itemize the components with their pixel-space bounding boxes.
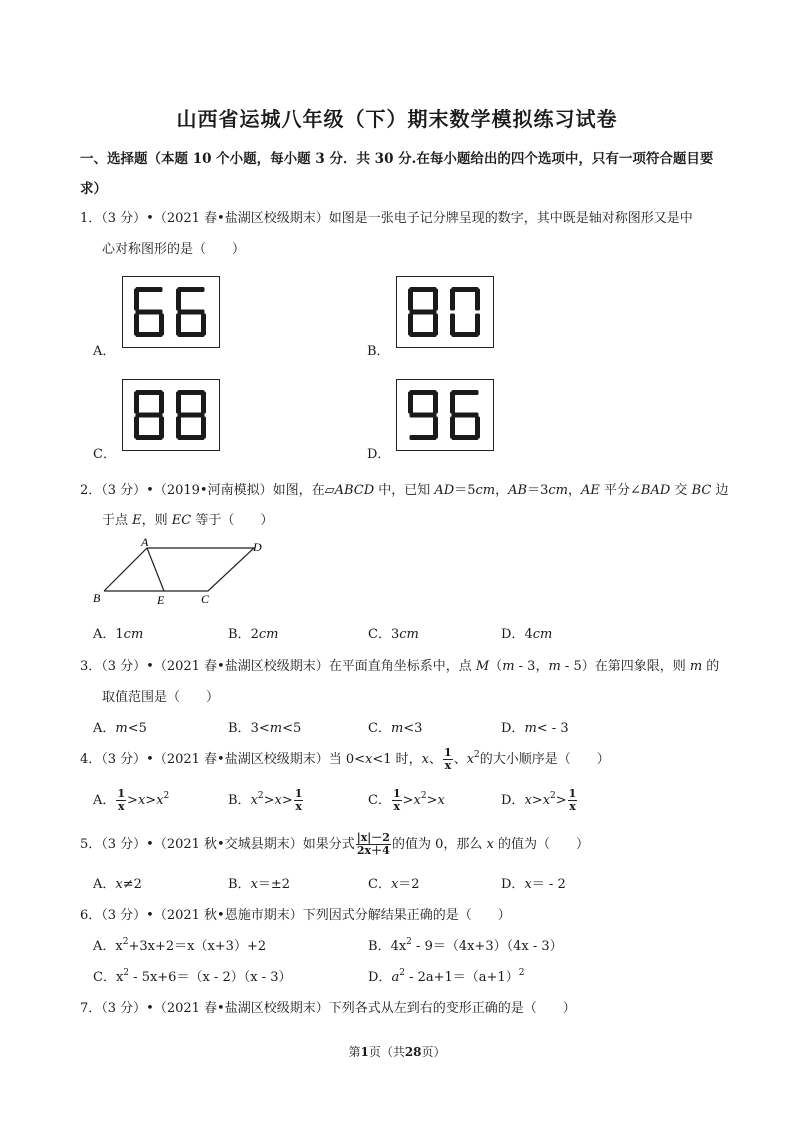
q1-option-b-scoreboard — [396, 276, 494, 348]
scoreboard-digit-0-2 — [450, 287, 480, 337]
segment-g — [178, 310, 205, 315]
q6-stem: 6．（3 分）•（2021 秋•恩施市期末）下列因式分解结果正确的是（ ） — [80, 908, 511, 923]
q1-option-a-digits — [123, 277, 218, 346]
q4-stem-fraction: $\frac{1}{x}$ — [444, 746, 452, 772]
segment-a — [410, 390, 437, 395]
q1-option-d-label[interactable]: D． — [367, 447, 391, 462]
segment-f — [450, 392, 455, 414]
q1-option-c-scoreboard — [122, 379, 220, 451]
segment-e — [176, 417, 181, 439]
segment-d — [410, 332, 437, 337]
segment-d — [452, 332, 479, 337]
q2-label-c: C — [201, 592, 210, 606]
scoreboard-digit-6-1 — [134, 287, 164, 337]
exam-title: 山西省运城八年级（下）期末数学模拟练习试卷 — [176, 107, 618, 131]
segment-d — [410, 435, 437, 440]
segment-f — [176, 289, 181, 311]
q4-option-b[interactable]: B．$x^2>x>$ $\frac{1}{x}$ — [228, 787, 303, 813]
segment-g — [410, 413, 437, 418]
segment-f — [176, 392, 181, 414]
scoreboard-digit-8-2 — [176, 390, 206, 440]
segment-e — [134, 417, 139, 439]
segment-e — [450, 417, 455, 439]
q6-option-c[interactable]: C．$x^2 - 5x+6=(x - 2)(x - 3)$ — [93, 968, 292, 985]
q1-option-a-label[interactable]: A． — [93, 344, 116, 359]
segment-b — [433, 289, 438, 311]
q5-option-a[interactable]: A．x≠2 — [93, 877, 142, 892]
q1-option-b-digits — [397, 277, 492, 346]
q2-option-b[interactable]: B．2cm — [228, 627, 279, 642]
segment-d — [452, 435, 479, 440]
segment-d — [136, 332, 163, 337]
segment-f — [134, 289, 139, 311]
segment-g — [410, 310, 437, 315]
q4-option-d[interactable]: D．$x>x^2>$ $\frac{1}{x}$ — [501, 787, 577, 813]
q6-option-d[interactable]: D．$a^2 - 2a+1=(a+1)^2$ — [368, 968, 525, 985]
segment-a — [178, 390, 205, 395]
q4-option-c[interactable]: C． $\frac{1}{x}$ $>x^2>x$ — [368, 787, 445, 813]
q1-stem-line1: 1．（3 分）•（2021 春•盐湖区校级期末）如图是一张电子记分牌呈现的数字，其中既是轴对称图形又是中 — [80, 211, 693, 226]
q5-fraction: $\frac{|x|-2}{2x+4}$ — [356, 831, 390, 857]
q2-label-d: D — [253, 540, 262, 554]
q2-stem-line2: 于点 E，则 EC 等于（ ） — [102, 513, 274, 528]
q5-option-c[interactable]: C．x＝2 — [368, 877, 420, 892]
q3-option-b[interactable]: B．3<m<5 — [228, 721, 302, 736]
q2-segment-ae — [147, 548, 164, 591]
q5-stem: 5．（3 分）•（2021 秋•交城县期末）如果分式 $\frac{|x|-2}{2x+4}$ 的值为 0，那么 x 的值为（ ） — [80, 831, 589, 857]
q1-option-a-scoreboard — [122, 276, 220, 348]
segment-b — [159, 392, 164, 414]
q3-stem-line2: 取值范围是（ ） — [102, 690, 220, 705]
segment-a — [136, 390, 163, 395]
segment-d — [136, 435, 163, 440]
segment-a — [136, 287, 163, 292]
q1-option-d-scoreboard — [396, 379, 494, 451]
segment-e — [176, 314, 181, 336]
segment-e — [134, 314, 139, 336]
q4-stem: 4．（3 分）•（2021 春•盐湖区校级期末）当 0<x<1 时，x、 $\frac{1}{x}$ 、$x^2$的大小顺序是（ ） — [80, 746, 610, 772]
q2-option-d[interactable]: D．4cm — [501, 627, 553, 642]
q4-option-a[interactable]: A． $\frac{1}{x}$ $>x>x^2$ — [93, 787, 170, 813]
q1-option-b-label[interactable]: B． — [367, 344, 390, 359]
segment-e — [450, 314, 455, 336]
segment-b — [201, 392, 206, 414]
q3-option-a[interactable]: A．m<5 — [93, 721, 147, 736]
q1-option-c-digits — [123, 380, 218, 449]
q2-option-c[interactable]: C．3cm — [368, 627, 419, 642]
segment-f — [134, 392, 139, 414]
q3-stem-line1: 3．（3 分）•（2021 春•盐湖区校级期末）在平面直角坐标系中，点 M（m - 3，m - 5）在第四象限，则 m 的 — [80, 659, 720, 674]
q6-option-b[interactable]: B．$4x^2 - 9=(4x+3)(4x - 3)$ — [368, 937, 563, 954]
q3-option-d[interactable]: D．m< - 3 — [501, 721, 569, 736]
segment-d — [178, 435, 205, 440]
q2-parallelogram-figure — [86, 532, 276, 610]
scoreboard-digit-6-2 — [450, 390, 480, 440]
page-footer: 第1页（共28页） — [348, 1045, 446, 1059]
q2-label-b: B — [93, 591, 101, 605]
q2-label-e: E — [157, 593, 165, 607]
segment-g — [136, 310, 163, 315]
q1-option-d-digits — [397, 380, 492, 449]
q2-label-a: A — [141, 535, 149, 549]
segment-b — [475, 289, 480, 311]
q6-option-a[interactable]: A．$x^2+3x+2=x(x+3)+2$ — [93, 937, 267, 954]
segment-a — [452, 287, 479, 292]
q5-option-b[interactable]: B．x＝±2 — [228, 877, 291, 892]
segment-f — [408, 289, 413, 311]
segment-f — [450, 289, 455, 311]
scoreboard-digit-9-1 — [408, 390, 438, 440]
segment-f — [408, 392, 413, 414]
segment-a — [178, 287, 205, 292]
scoreboard-digit-6-2 — [176, 287, 206, 337]
q3-option-c[interactable]: C．m<3 — [368, 721, 423, 736]
segment-g — [136, 413, 163, 418]
q2-parallelogram-abcd — [104, 548, 254, 591]
segment-b — [433, 392, 438, 414]
section-heading-line2: 求） — [80, 181, 107, 197]
scoreboard-digit-8-1 — [408, 287, 438, 337]
q2-stem-line1: 2．（3 分）•（2019•河南模拟）如图，在▱ABCD 中，已知 AD＝5cm，AB＝3cm，AE 平分∠BAD 交 BC 边 — [80, 483, 729, 498]
q5-option-d[interactable]: D．x＝ - 2 — [501, 877, 566, 892]
segment-g — [178, 413, 205, 418]
scoreboard-digit-8-1 — [134, 390, 164, 440]
q1-option-c-label[interactable]: C． — [93, 447, 116, 462]
q2-option-a[interactable]: A．1cm — [93, 627, 144, 642]
segment-a — [452, 390, 479, 395]
segment-g — [452, 413, 479, 418]
segment-a — [410, 287, 437, 292]
section-heading-line1: 一、选择题（本题 10 个小题，每小题 3 分．共 30 分.在每小题给出的四个选项中，只有一项符合题目要 — [80, 151, 714, 167]
q1-stem-line2: 心对称图形的是（ ） — [102, 242, 246, 257]
segment-d — [178, 332, 205, 337]
segment-e — [408, 314, 413, 336]
q7-stem: 7．（3 分）•（2021 春•盐湖区校级期末）下列各式从左到右的变形正确的是（ ） — [80, 1001, 576, 1016]
